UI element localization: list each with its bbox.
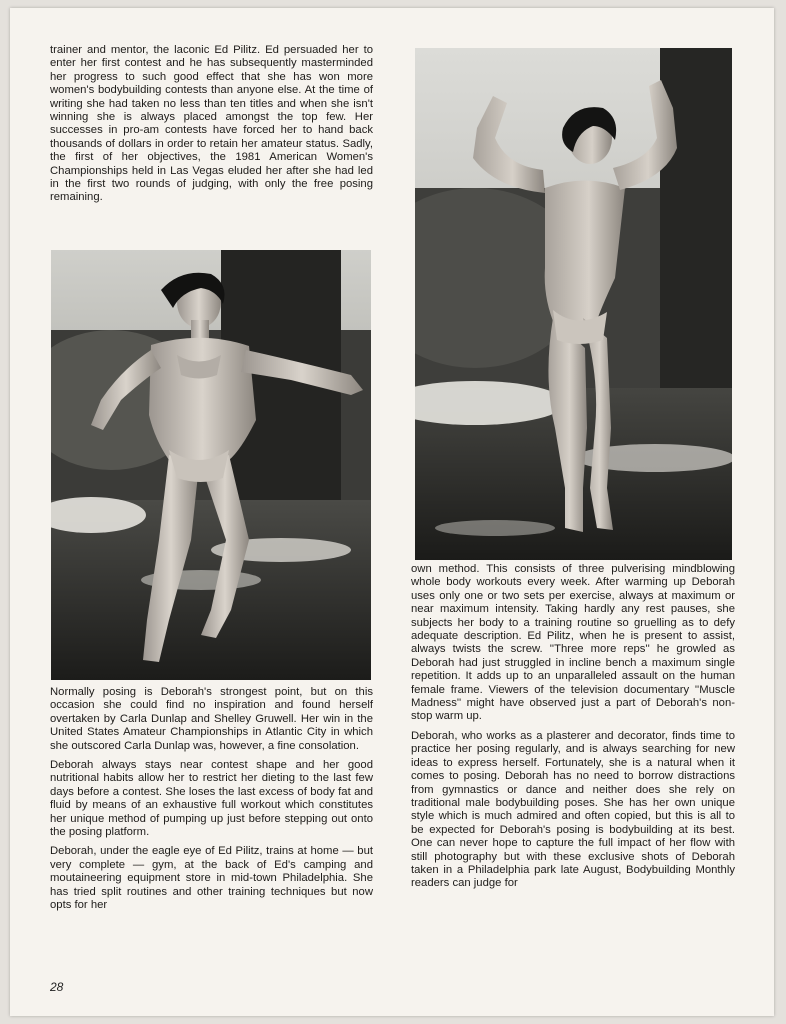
photo-back-pose	[415, 48, 732, 560]
magazine-page	[10, 8, 774, 1016]
paragraph: Deborah, who works as a plasterer and decorator, finds time to practice her posing regularly, and is always searching for new ideas to express herself. Fortunately, she is a natural when it comes to posing. Deborah has no need to borrow distractions from gymnastics or dance and neither does she rely on traditional male bodybuilding poses. She has her own unique style which is much admired and often copied, but this is all to be expected for Deborah's posing is bodybuilding at its best. One can never hope to capture the full impact of her flow with still photography but with these exclusive shots of Deborah taken in a Philadelphia park late August, Bodybuilding Monthly readers can judge for	[411, 729, 735, 890]
left-column-bottom	[50, 686, 373, 919]
page-number: 28	[50, 980, 64, 994]
paragraph: trainer and mentor, the laconic Ed Pilitz. Ed persuaded her to enter her first contest and he has subsequently masterminded her progress to such good effect that she has won more women's bodybuilding contests than anyone else. At the time of writing she had taken no less than ten titles and when she isn't winning she is always placed amongst the top few. Her successes in pro-am contests have forced her to hand back thousands of dollars in order to retain her amateur status. Sadly, the first of her objectives, the 1981 American Women's Championships held in Las Vegas eluded her after she had led in the first two rounds of judging, with only the free posing remaining.	[50, 44, 373, 204]
paragraph: Deborah always stays near contest shape and her good nutritional habits allow her to restrict her dieting to the last few days before a contest. She loses the last excess of body fat and fluid by means of an exhaustive full workout which constitutes her unique method of pumping up just before stepping out onto the posing platform.	[50, 759, 373, 839]
left-column-top	[50, 44, 373, 211]
right-column-bottom	[411, 563, 735, 897]
paragraph: own method. This consists of three pulverising mindblowing whole body workouts every week. After warming up Deborah uses only one or two sets per exercise, always at maximum or near maximum intensity. Taking hardly any rest pauses, she subjects her body to a training routine so gruelling as to defy adequate description. Ed Pilitz, when he is present to assist, always twists the screw. ''Three more reps'' he growled as Deborah had just struggled in incline bench a maximum single repetition. It adds up to an unparalleled assault on the human female frame. Viewers of the television documentary ''Muscle Madness'' might have observed just a part of Deborah's non-stop warm up.	[411, 563, 735, 723]
paragraph: Normally posing is Deborah's strongest point, but on this occasion she could find no inspiration and found herself overtaken by Carla Dunlap and Shelley Gruwell. Her win in the United States Amateur Championships in Atlantic City in which she outscored Carla Dunlap was, however, a fine consolation.	[50, 686, 373, 752]
photo-bodybuilder-back-pose-icon	[415, 48, 732, 560]
photo-bodybuilder-front-pose-icon	[51, 250, 371, 680]
photo-front-pose	[51, 250, 371, 680]
paragraph: Deborah, under the eagle eye of Ed Pilitz, trains at home — but very complete — gym, at the back of Ed's camping and moutaineering equipment store in mid-town Philadelphia. She has tried split routines and other training techniques but now opts for her	[50, 845, 373, 912]
